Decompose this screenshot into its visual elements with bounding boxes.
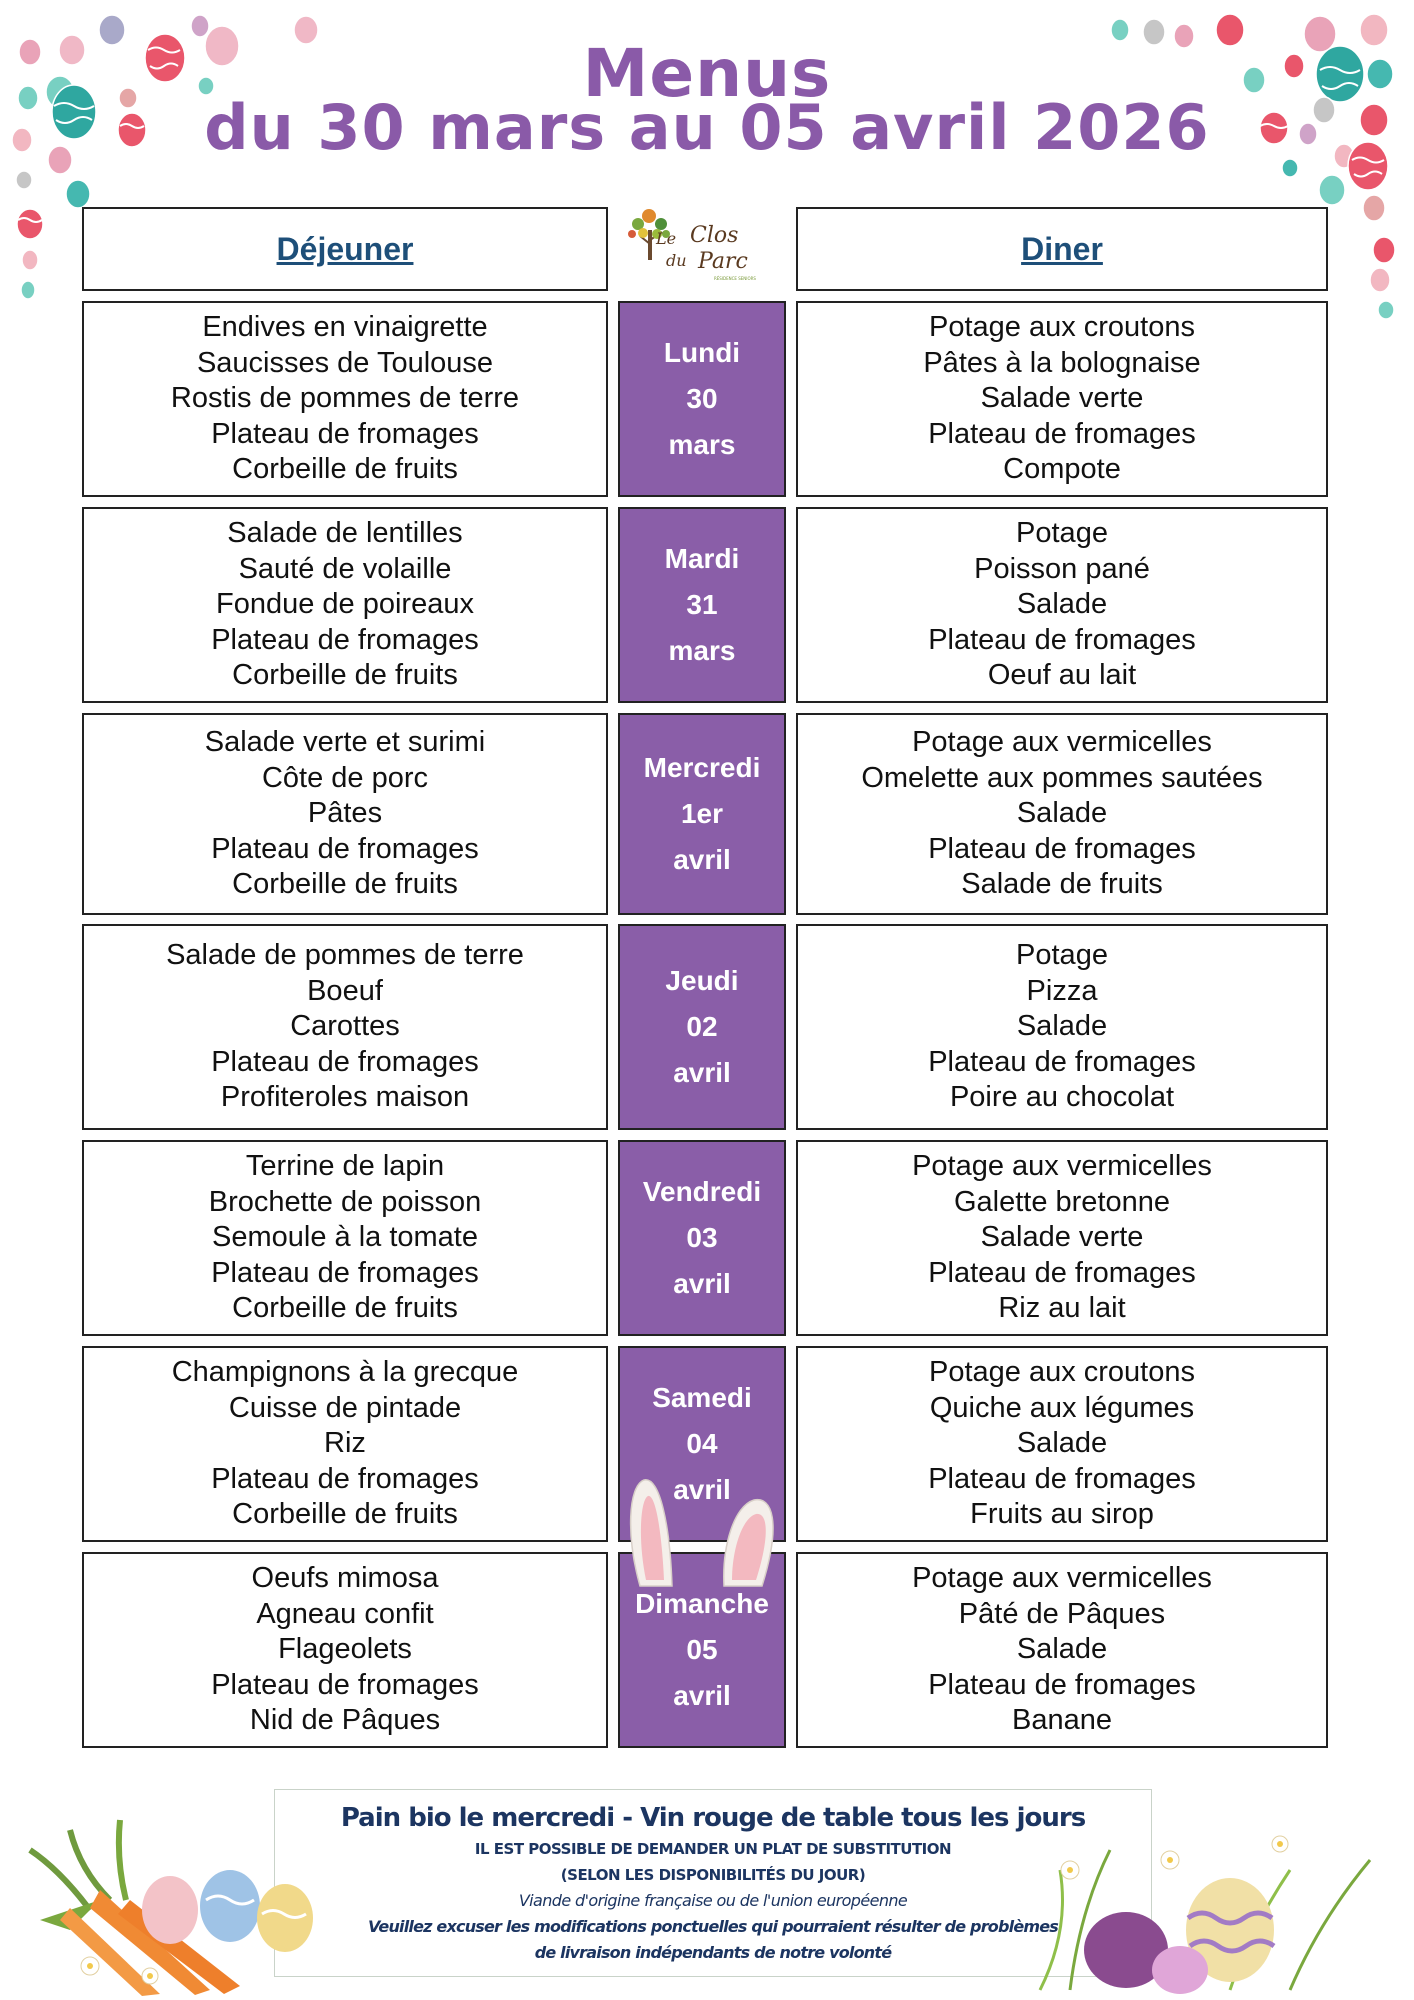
- dinner-menu-mardi: [796, 507, 1328, 703]
- dinner-dish: Poisson pané: [974, 552, 1150, 585]
- footer-availability-line: (SELON LES DISPONIBILITÉS DU JOUR): [560, 1866, 866, 1884]
- lunch-dish: Oeufs mimosa: [251, 1562, 439, 1595]
- lunch-dish: Boeuf: [307, 974, 383, 1007]
- day-label-vendredi: [618, 1140, 786, 1336]
- dinner-menu-mercredi: [796, 713, 1328, 915]
- dinner-dish: Banane: [1012, 1704, 1112, 1737]
- dinner-dish: Salade: [1016, 588, 1108, 621]
- dinner-header-label: Diner: [1021, 230, 1103, 267]
- dinner-dish: Salade: [1016, 1427, 1108, 1460]
- day-name: Jeudi: [665, 965, 739, 996]
- dinner-menu-jeudi: [796, 924, 1328, 1130]
- lunch-dish: Terrine de lapin: [245, 1150, 445, 1183]
- lunch-menu-dimanche: [82, 1552, 608, 1748]
- dinner-dish: Plateau de fromages: [928, 1045, 1196, 1078]
- lunch-dish: Salade verte et surimi: [204, 726, 486, 759]
- lunch-header-label: Déjeuner: [276, 230, 414, 267]
- dinner-menu-dimanche: [796, 1552, 1328, 1748]
- dinner-dish: Pâtes à la bolognaise: [923, 346, 1201, 379]
- lunch-dish: Profiteroles maison: [220, 1081, 470, 1114]
- page-title: Menus: [582, 35, 832, 112]
- day-name: Mercredi: [643, 752, 761, 783]
- day-name: Vendredi: [642, 1176, 762, 1207]
- lunch-dish: Pâtes: [307, 797, 383, 830]
- day-month: avril: [673, 1268, 731, 1299]
- lunch-dish: Plateau de fromages: [211, 623, 479, 656]
- page-subtitle-dates: du 30 mars au 05 avril 2026: [204, 91, 1210, 164]
- lunch-menu-vendredi: [82, 1140, 608, 1336]
- lunch-dish: Brochette de poisson: [208, 1185, 482, 1218]
- day-month: avril: [673, 844, 731, 875]
- carrots-and-eggs-decoration: [10, 1790, 410, 2000]
- dinner-dish: Potage aux vermicelles: [912, 1562, 1212, 1595]
- lunch-menu-jeudi: [82, 924, 608, 1130]
- lunch-dish: Riz: [324, 1427, 366, 1460]
- dinner-dish: Poire au chocolat: [949, 1081, 1175, 1114]
- dinner-dish: Omelette aux pommes sautées: [861, 761, 1263, 794]
- lunch-dish: Plateau de fromages: [211, 832, 479, 865]
- lunch-dish: Salade de pommes de terre: [166, 939, 524, 972]
- dinner-dish: Pâté de Pâques: [958, 1597, 1166, 1630]
- dinner-dish: Potage: [1016, 939, 1108, 972]
- dinner-column-header: [796, 207, 1328, 291]
- lunch-dish: Plateau de fromages: [211, 417, 479, 450]
- lunch-dish: Plateau de fromages: [211, 1045, 479, 1078]
- lunch-dish: Saucisses de Toulouse: [196, 346, 494, 379]
- dinner-dish: Salade: [1016, 1633, 1108, 1666]
- lunch-dish: Rostis de pommes de terre: [170, 382, 520, 415]
- lunch-menu-samedi: [82, 1346, 608, 1542]
- dinner-dish: Plateau de fromages: [928, 417, 1196, 450]
- day-name: Samedi: [652, 1382, 752, 1413]
- lunch-dish: Plateau de fromages: [211, 1256, 479, 1289]
- day-num: 30: [686, 383, 718, 414]
- lunch-dish: Semoule à la tomate: [212, 1221, 478, 1254]
- dinner-dish: Salade de fruits: [961, 868, 1163, 901]
- dinner-dish: Riz au lait: [998, 1292, 1126, 1325]
- day-month: mars: [668, 429, 736, 460]
- dinner-menu-samedi: [796, 1346, 1328, 1542]
- day-month: avril: [673, 1474, 731, 1505]
- dinner-dish: Quiche aux légumes: [929, 1391, 1195, 1424]
- day-num: 04: [686, 1428, 718, 1459]
- dinner-dish: Potage aux croutons: [928, 311, 1195, 344]
- lunch-menu-mercredi: [82, 713, 608, 915]
- dinner-menu-vendredi: [796, 1140, 1328, 1336]
- lunch-dish: Corbeille de fruits: [232, 1292, 458, 1325]
- day-num: 05: [686, 1634, 718, 1665]
- lunch-dish: Corbeille de fruits: [232, 868, 458, 901]
- lunch-dish: Corbeille de fruits: [232, 1498, 458, 1531]
- lunch-dish: Plateau de fromages: [211, 1462, 479, 1495]
- day-num: 1er: [680, 798, 724, 829]
- dinner-dish: Potage aux croutons: [928, 1356, 1195, 1389]
- dinner-dish: Plateau de fromages: [928, 1668, 1196, 1701]
- dinner-dish: Plateau de fromages: [928, 623, 1196, 656]
- day-name: Lundi: [663, 337, 741, 368]
- logo-text-parc: Parc: [698, 249, 748, 274]
- dinner-dish: Pizza: [1026, 974, 1098, 1007]
- le-clos-du-parc-logo: [622, 200, 782, 286]
- day-label-mercredi: [618, 713, 786, 915]
- day-num: 02: [686, 1011, 718, 1042]
- dinner-menu-lundi: [796, 301, 1328, 497]
- lunch-dish: Fondue de poireaux: [216, 588, 474, 621]
- dinner-dish: Fruits au sirop: [970, 1498, 1154, 1531]
- lunch-dish: Cuisse de pintade: [228, 1391, 462, 1424]
- footer-apology-line: Veuillez excuser les modifications ponctuelles qui pourraient résulter de problèmes: [367, 1917, 1059, 1936]
- lunch-dish: Corbeille de fruits: [232, 453, 458, 486]
- day-label-mardi: [618, 507, 786, 703]
- lunch-dish: Flageolets: [278, 1633, 412, 1666]
- day-num: 31: [686, 589, 718, 620]
- logo-text-du: du: [666, 251, 687, 270]
- logo-text-clos: Clos: [690, 223, 739, 248]
- dinner-dish: Salade verte: [980, 382, 1144, 415]
- logo-text-le: Le: [656, 229, 677, 248]
- day-month: avril: [673, 1057, 731, 1088]
- day-label-jeudi: [618, 924, 786, 1130]
- dinner-dish: Potage aux vermicelles: [912, 1150, 1212, 1183]
- footer-bread-wine-line: Pain bio le mercredi - Vin rouge de table tous les jours: [340, 1803, 1086, 1833]
- day-name: Dimanche: [635, 1588, 769, 1619]
- lunch-dish: Plateau de fromages: [211, 1668, 479, 1701]
- day-label-lundi: [618, 301, 786, 497]
- footer-meat-origin-line: Viande d'origine française ou de l'union européenne: [518, 1891, 908, 1910]
- footer-substitution-line: IL EST POSSIBLE DE DEMANDER UN PLAT DE SUBSTITUTION: [474, 1840, 952, 1858]
- lunch-dish: Sauté de volaille: [238, 552, 452, 585]
- footer-delivery-line: de livraison indépendants de notre volonté: [534, 1943, 892, 1962]
- day-month: avril: [673, 1680, 731, 1711]
- lunch-menu-lundi: [82, 301, 608, 497]
- lunch-dish: Corbeille de fruits: [232, 659, 458, 692]
- dinner-dish: Oeuf au lait: [987, 659, 1137, 692]
- day-num: 03: [686, 1222, 718, 1253]
- dinner-dish: Plateau de fromages: [928, 1256, 1196, 1289]
- dinner-dish: Potage: [1016, 517, 1108, 550]
- lunch-menu-mardi: [82, 507, 608, 703]
- dinner-dish: Compote: [1003, 453, 1121, 486]
- lunch-dish: Salade de lentilles: [227, 517, 463, 550]
- lunch-dish: Agneau confit: [256, 1597, 434, 1630]
- dinner-dish: Salade verte: [980, 1221, 1144, 1254]
- dinner-dish: Potage aux vermicelles: [912, 726, 1212, 759]
- dinner-dish: Plateau de fromages: [928, 832, 1196, 865]
- dinner-dish: Galette bretonne: [953, 1185, 1171, 1218]
- dinner-dish: Salade: [1016, 1010, 1108, 1043]
- day-month: mars: [668, 635, 736, 666]
- lunch-dish: Carottes: [290, 1010, 400, 1043]
- eggs-and-grass-decoration: [1030, 1800, 1414, 2000]
- lunch-dish: Endives en vinaigrette: [202, 311, 488, 344]
- lunch-dish: Champignons à la grecque: [171, 1356, 519, 1389]
- dinner-dish: Plateau de fromages: [928, 1462, 1196, 1495]
- lunch-dish: Nid de Pâques: [249, 1704, 441, 1737]
- dinner-dish: Salade: [1016, 797, 1108, 830]
- day-name: Mardi: [664, 543, 740, 574]
- lunch-column-header: [82, 207, 608, 291]
- bunny-ears-decoration: [622, 1466, 786, 1594]
- lunch-dish: Côte de porc: [261, 761, 429, 794]
- logo-subtitle: RÉSIDENCE SENIORS: [714, 276, 756, 281]
